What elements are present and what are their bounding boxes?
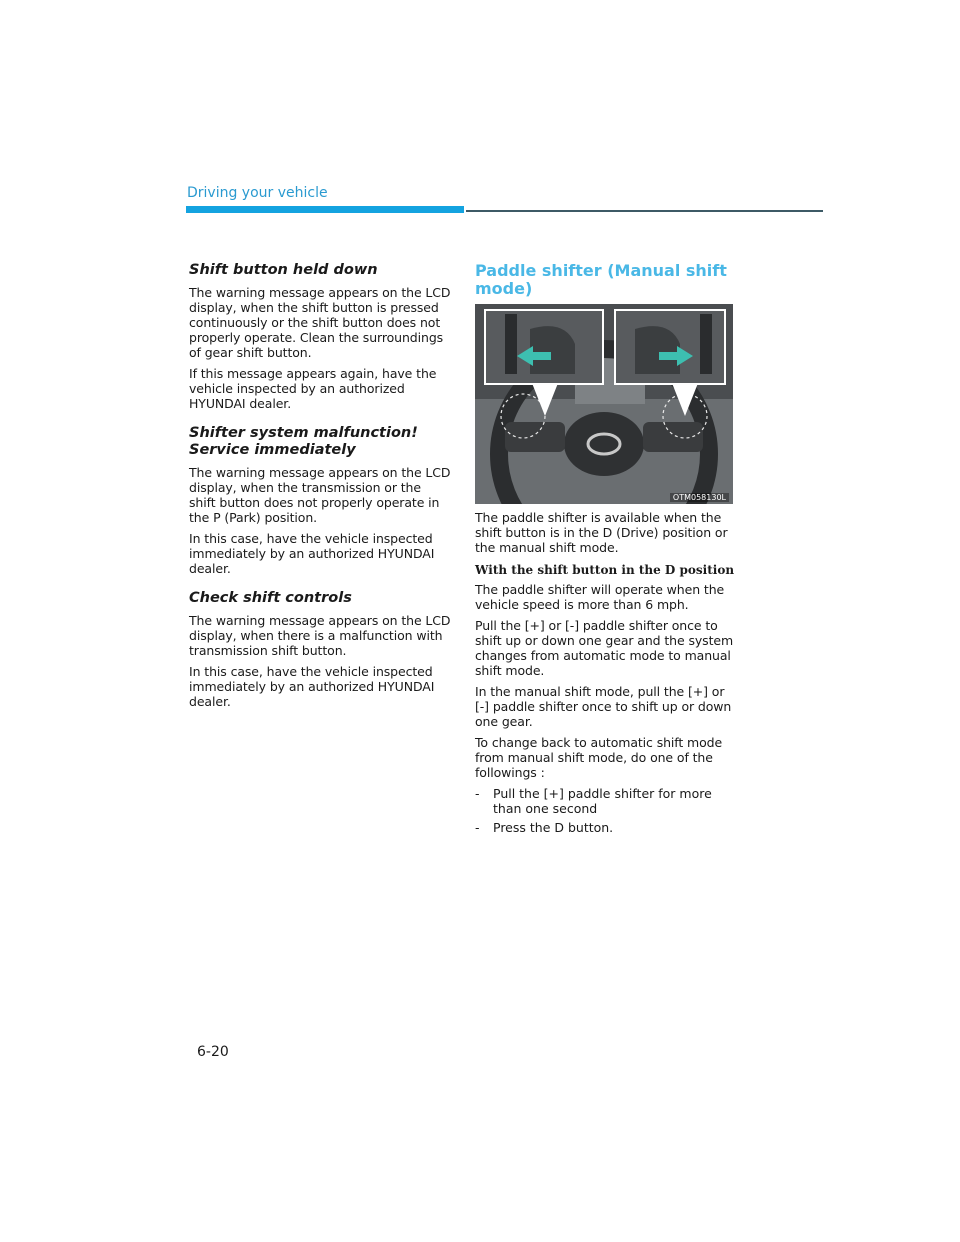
list-item: - Press the D button. xyxy=(475,820,614,835)
paragraph: In this case, have the vehicle inspected immediately by an authorized HYUNDAI dealer. xyxy=(189,531,435,576)
page-number: 6-20 xyxy=(197,1044,229,1060)
figure-code: OTM058130L xyxy=(670,493,729,502)
section-title: Driving your vehicle xyxy=(187,185,328,201)
header-bar-line xyxy=(466,210,823,212)
paragraph: To change back to automatic shift mode from manual shift mode, do one of the followings : xyxy=(475,735,723,780)
header-bar-accent xyxy=(186,206,464,213)
subheading-d-position: With the shift button in the D position xyxy=(475,563,735,577)
heading-shifter-malfunction: Shifter system malfunction! Service immediately xyxy=(189,425,418,458)
paragraph: The warning message appears on the LCD display, when the shift button is pressed continuously or the shift button does not properly operate. Clean the surroundings of gear shift button. xyxy=(189,285,451,360)
right-column xyxy=(475,262,737,839)
paragraph: The warning message appears on the LCD display, when there is a malfunction with transmission shift button. xyxy=(189,613,451,658)
paragraph: If this message appears again, have the vehicle inspected by an authorized HYUNDAI dealer. xyxy=(189,366,437,411)
steering-wheel-illustration xyxy=(475,304,733,504)
paragraph: The paddle shifter will operate when the vehicle speed is more than 6 mph. xyxy=(475,582,725,612)
list-item: - Pull the [+] paddle shifter for more than one second xyxy=(475,786,712,816)
left-column xyxy=(189,262,451,715)
heading-paddle-shifter: Paddle shifter (Manual shift mode) xyxy=(475,261,727,298)
steering-wheel-figure xyxy=(475,304,733,504)
paragraph: The paddle shifter is available when the shift button is in the D (Drive) position or the manual shift mode. xyxy=(475,510,728,555)
paragraph: In the manual shift mode, pull the [+] or [-] paddle shifter once to shift up or down one gear. xyxy=(475,684,732,729)
paragraph: Pull the [+] or [-] paddle shifter once to shift up or down one gear and the system changes from automatic mode to manual shift mode. xyxy=(475,618,734,678)
paragraph: The warning message appears on the LCD display, when the transmission or the shift button does not properly operate in the P (Park) position. xyxy=(189,465,451,525)
heading-check-shift-controls: Check shift controls xyxy=(189,590,352,606)
paragraph: In this case, have the vehicle inspected immediately by an authorized HYUNDAI dealer. xyxy=(189,664,435,709)
heading-shift-button-held: Shift button held down xyxy=(189,262,378,278)
